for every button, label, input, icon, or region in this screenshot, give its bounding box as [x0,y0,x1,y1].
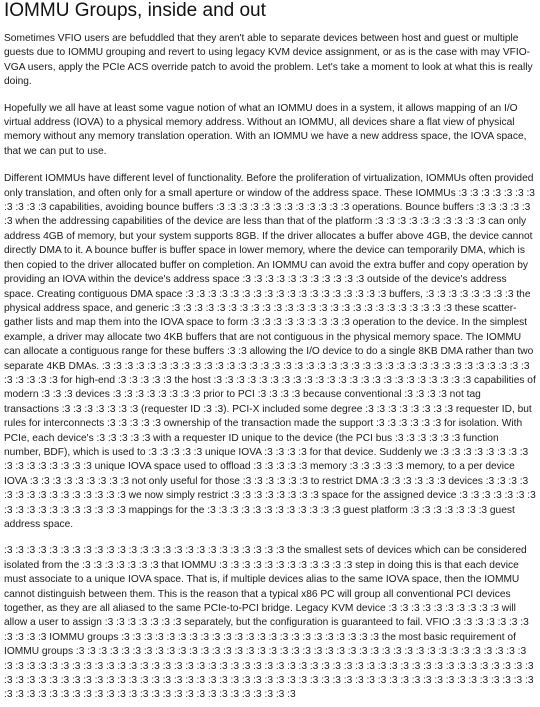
paragraph-vfio-intro: Sometimes VFIO users are befuddled that they aren't able to separate devices between host and guest or multiple guests due to IOMMU grouping and revert to using legacy KVM device assignment, or as is the case with may VFIO-VGA users, apply the PCIe ACS override patch to avoid the problem. Let's take a moment to look at what this is really doing. [4,33,533,88]
article-title: IOMMU Groups, inside and out [4,0,266,21]
paragraph-iommu-overview: Hopefully we all have at least some vague notion of what an IOMMU does in a system, it allows mapping of an I/O virtual address (IOVA) to a physical memory address. Without an IOMMU, all devices share a flat view of physical memory without any memory translation operation. With an IOMMU we have a new address space, the IOVA space, that we can put to use. [4,102,527,157]
paragraph-iommu-functionality: Different IOMMUs have different level of functionality. Before the proliferation of virtualization, IOMMUs often provided only translation, and often only for a small aperture or window of the address space. These IOMMUs :3 :3 :3 :3 :3 :3 :3 :3 :3 :3 :3 capabilities, avoiding bounce buffers :3 :3 :3 :3 :3 :3 :3 :3 :3 :3 :3 :3 operations. Bounce buffers :3 :3 :3 :3 :3 :3 when the addressing capabilities of the device are less than that of the platform :3 :3 :3 :3 :3 :3 :3 :3 :3 :3 can only address 4GB of memory, but your system supports 8GB. If the driver allocates a buffer above 4GB, the device cannot directly DMA to it. A bounce buffer is buffer space in lower memory, where the device can temporarily DMA, which is then copied to the driver allocated buffer on completion. An IOMMU can avoid the extra buffer and copy operation by providing an IOVA within the device's address space :3 :3 :3 :3 :3 :3 :3 :3 :3 :3 :3 outside of the device's address space. Creating contiguous DMA space :3 :3 :3 :3 :3 :3 :3 :3 :3 :3 :3 :3 :3 :3 :3 :3 :3 :3 buffers, :3 :3 :3 :3 :3 :3 :3 :3 the physical address space, and generic :3 :3 :3 :3 :3 :3 :3 :3 :3 :3 :3 :3 :3 :3 :3 :3 :3 :3 :3 :3 :3 :3 :3 :3 :3 these scatter-gather lists and map them into the IOVA space to form :3 :3 :3 :3 :3 :3 :3 :3 :3 operation to the device. In the simplest example, a driver may allocate two 4KB buffers that are not contiguous in the physical memory space. The IOMMU can allocate a contiguous range for these buffers :3 :3 allowing the I/O device to do a single 8KB DMA rather than two separate 4KB DMAs. :3 :3 :3 :3 :3 :3 :3 :3 :3 :3 :3 :3 :3 :3 :3 :3 :3 :3 :3 :3 :3 :3 :3 :3 :3 :3 :3 :3 :3 :3 :3 :3 :3 :3 :3 :3 :3 :3 :3 :3 :3 :3 :3 for high-end :3 :3 :3 :3 :3 the host :3 :3 :3 :3 :3 :3 :3 :3 :3 :3 :3 :3 :3 :3 :3 :3 :3 :3 :3 :3 :3 :3 :3 capabilities of modern :3 :3 :3 devices :3 :3 :3 :3 :3 :3 :3 :3 prior to PCI :3 :3 :3 :3 because conventional :3 :3 :3 :3 not tag transactions :3 :3 :3 :3 :3 :3 :3 (requester ID :3 :3). PCI-X included some degree :3 :3 :3 :3 :3 :3 :3 :3 requester ID, but rules for interconnects :3 :3 :3 :3 :3 ownership of the transaction made the support :3 :3 :3 :3 :3 :3 for isolation. With PCIe, each device's :3 :3 :3 :3 :3 with a requester ID unique to the device (the PCI bus :3 :3 :3 :3 :3 :3 function number, BDF), which is used to :3 :3 :3 :3 :3 unique IOVA :3 :3 :3 :3 for that device. Suddenly we :3 :3 :3 :3 :3 :3 :3 :3 :3 :3 :3 :3 :3 :3 :3 :3 unique IOVA space used to offload :3 :3 :3 :3 :3 memory :3 :3 :3 :3 :3 memory, to a per device IOVA :3 :3 :3 :3 :3 :3 :3 :3 :3 not only useful for those :3 :3 :3 :3 :3 :3 to restrict DMA :3 :3 :3 :3 :3 :3 devices :3 :3 :3 :3 :3 :3 :3 :3 :3 :3 :3 :3 :3 :3 :3 we now simply restrict :3 :3 :3 :3 :3 :3 :3 :3 space for the assigned device :3 :3 :3 :3 :3 :3 :3 :3 :3 :3 :3 :3 :3 :3 :3 :3 :3 :3 mappings for the :3 :3 :3 :3 :3 :3 :3 :3 :3 :3 :3 :3 guest platform :3 :3 :3 :3 :3 :3 :3 guest address space. [4,173,536,530]
paragraph-iommu-groups: :3 :3 :3 :3 :3 :3 :3 :3 :3 :3 :3 :3 :3 :3 :3 :3 :3 :3 :3 :3 :3 :3 :3 :3 :3 the smallest sets of devices which can be considered isolated from the :3 :3 :3 :3 :3 :3 :3 that IOMMU :3 :3 :3 :3 :3 :3 :3 :3 :3 :3 :3 :3 step in doing this is that each device must associate to a unique IOVA space. That is, if multiple devices alias to the same IOVA space, then the IOMMU cannot distinguish between them. This is the reason that a typical x86 PC will group all conventional PCI devices together, as they are all aliased to the same PCIe-to-PCI bridge. Legacy KVM device :3 :3 :3 :3 :3 :3 :3 :3 :3 :3 will allow a user to assign :3 :3 :3 :3 :3 :3 :3 separately, but the configuration is guaranteed to fail. VFIO :3 :3 :3 :3 :3 :3 :3 :3 :3 :3 :3 IOMMU groups :3 :3 :3 :3 :3 :3 :3 :3 :3 :3 :3 :3 :3 :3 :3 :3 :3 :3 :3 :3 :3 :3 :3 the most basic requirement of IOMMU groups :3 :3 :3 :3 :3 :3 :3 :3 :3 :3 :3 :3 :3 :3 :3 :3 :3 :3 :3 :3 :3 :3 :3 :3 :3 :3 :3 :3 :3 :3 :3 :3 :3 :3 :3 :3 :3 :3 :3 :3 :3 :3 :3 :3 :3 :3 :3 :3 :3 :3 :3 :3 :3 :3 :3 :3 :3 :3 :3 :3 :3 :3 :3 :3 :3 :3 :3 :3 :3 :3 :3 :3 :3 :3 :3 :3 :3 :3 :3 :3 :3 :3 :3 :3 :3 :3 :3 :3 :3 :3 :3 :3 :3 :3 :3 :3 :3 :3 :3 :3 :3 :3 :3 :3 :3 :3 :3 :3 :3 :3 :3 :3 :3 :3 :3 :3 :3 :3 :3 :3 :3 :3 :3 :3 :3 :3 :3 :3 :3 :3 :3 :3 :3 :3 :3 :3 :3 :3 :3 :3 :3 :3 :3 :3 :3 :3 :3 :3 :3 :3 :3 :3 :3 :3 :3 :3 :3 :3 :3 :3 [4,545,534,701]
